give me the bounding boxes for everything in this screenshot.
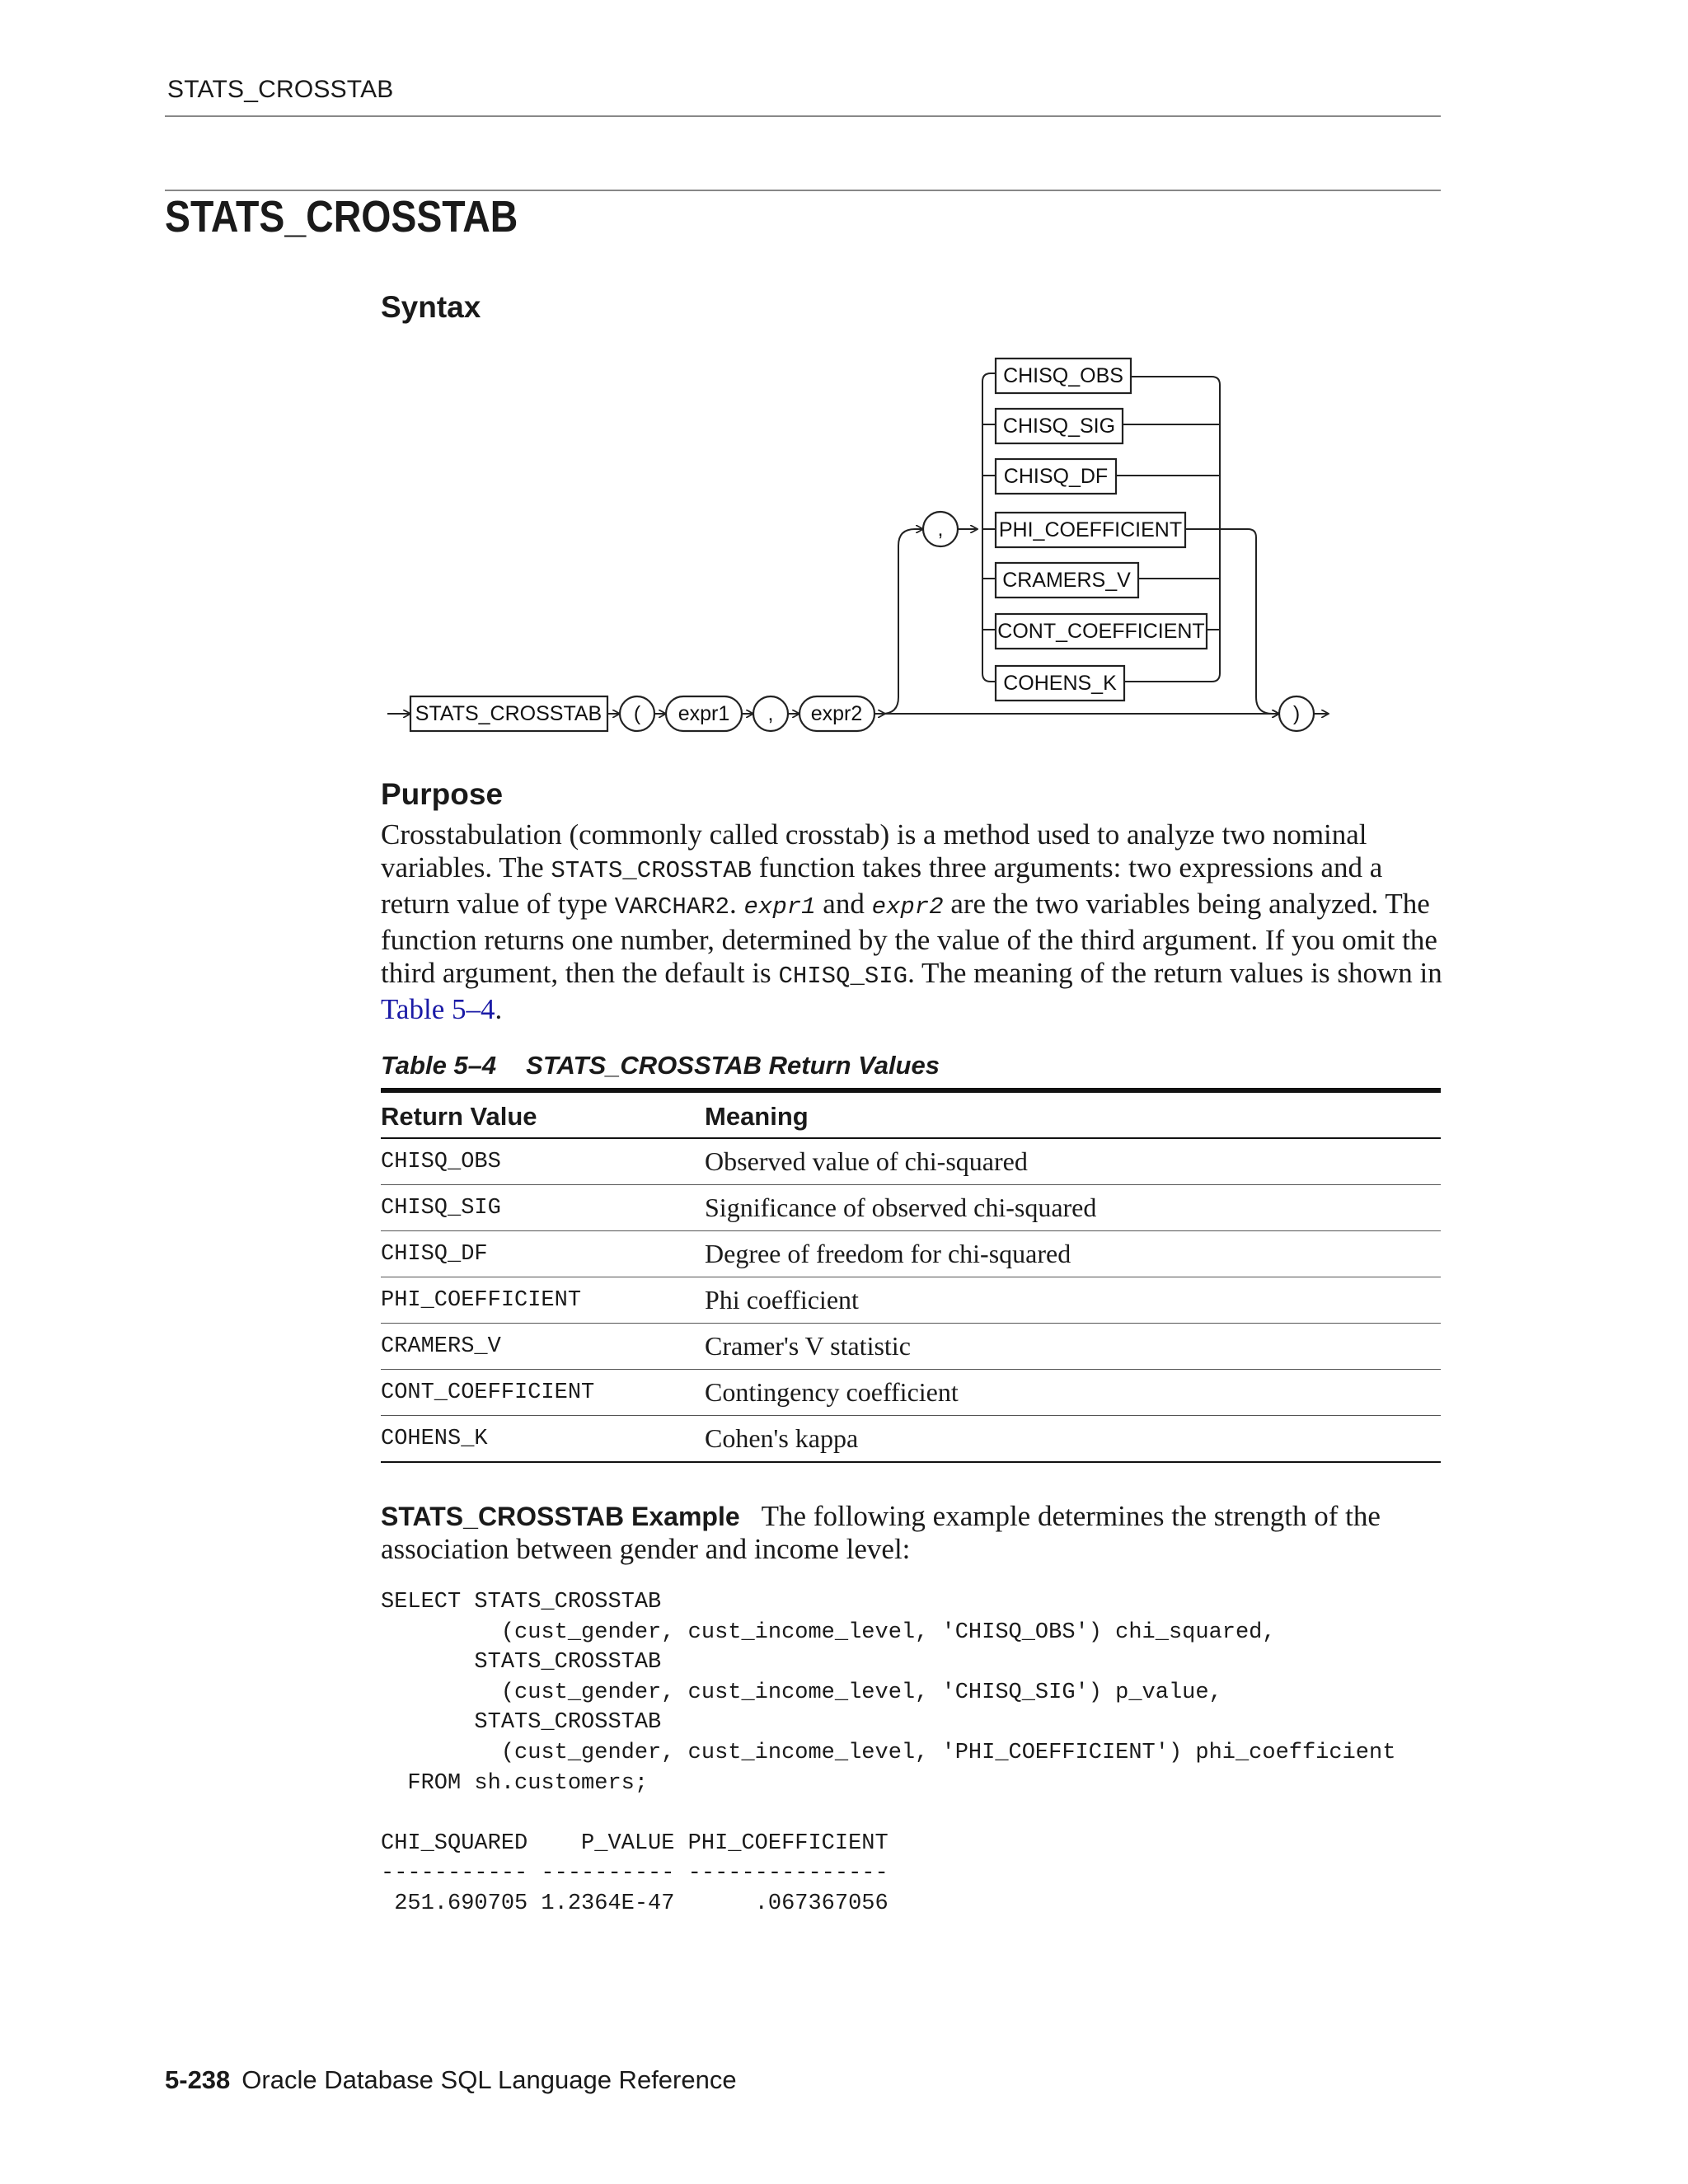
table-row bbox=[381, 1185, 1441, 1231]
running-header: STATS_CROSSTAB bbox=[167, 76, 394, 103]
diagram-option: CHISQ_DF bbox=[1003, 465, 1109, 488]
return-value-cell: CHISQ_DF bbox=[381, 1231, 705, 1277]
return-value-cell: CHISQ_OBS bbox=[381, 1138, 705, 1185]
diagram-option: CHISQ_SIG bbox=[1002, 415, 1116, 438]
example-heading: STATS_CROSSTAB Example bbox=[381, 1502, 740, 1531]
column-header: Meaning bbox=[705, 1102, 809, 1131]
inline-code: VARCHAR2 bbox=[614, 893, 730, 921]
meaning-cell: Contingency coefficient bbox=[705, 1370, 1441, 1416]
inline-code: CHISQ_SIG bbox=[778, 963, 908, 990]
purpose-text: are the two variables being analyzed. The function returns one number, determined by the value of the third argument. If you omit the third argument, then the default is bbox=[381, 888, 1437, 989]
diagram-arg-expr2: expr2 bbox=[810, 702, 863, 725]
diagram-comma-option: , bbox=[937, 518, 944, 541]
return-value-cell: PHI_COEFFICIENT bbox=[381, 1277, 705, 1324]
purpose-text: . The meaning of the return values is shown in bbox=[907, 957, 1442, 989]
diagram-option: CONT_COEFFICIENT bbox=[997, 620, 1205, 643]
return-value-cell: COHENS_K bbox=[381, 1416, 705, 1463]
diagram-option: COHENS_K bbox=[1003, 672, 1117, 695]
purpose-heading: Purpose bbox=[381, 777, 504, 811]
table-row bbox=[381, 1138, 1441, 1185]
page-number: 5-238 bbox=[165, 2065, 231, 2094]
return-value-cell: CONT_COEFFICIENT bbox=[381, 1370, 705, 1416]
page-footer bbox=[165, 2065, 737, 2095]
column-header: Return Value bbox=[381, 1102, 537, 1131]
diagram-open-paren: ( bbox=[633, 702, 641, 725]
diagram-comma: , bbox=[767, 702, 774, 725]
book-title: Oracle Database SQL Language Reference bbox=[241, 2065, 737, 2094]
code-example: SELECT STATS_CROSSTAB (cust_gender, cust_income_level, 'CHISQ_OBS') chi_squared, STATS_CROSSTAB (cust_gender, cust_income_level, 'CHISQ_SIG') p_value, STATS_CROSSTAB (cust_gender, cust_income_level, 'PHI_COEFFICIENT') phi_coefficient FROM sh.customers; CHI_SQUARED P_VALUE PHI_COEFFICIENT ----------- ---------- --------------- 251.690705 1.2364E-47 .067367056 bbox=[381, 1590, 1396, 1916]
purpose-text: . bbox=[729, 888, 744, 920]
meaning-cell: Degree of freedom for chi-squared bbox=[705, 1231, 1441, 1277]
meaning-cell: Observed value of chi-squared bbox=[705, 1138, 1441, 1185]
purpose-text: Crosstabulation (commonly called crosstab) is a method used to analyze two nominal variables. The bbox=[381, 818, 1367, 883]
table-caption-number: Table 5–4 bbox=[381, 1051, 497, 1080]
purpose-text: . bbox=[495, 993, 503, 1025]
table-row bbox=[381, 1370, 1441, 1416]
meaning-cell: Cramer's V statistic bbox=[705, 1324, 1441, 1370]
diagram-function-box: STATS_CROSSTAB bbox=[415, 702, 603, 725]
syntax-heading: Syntax bbox=[381, 290, 481, 324]
return-values-table bbox=[381, 1088, 1441, 1463]
table-row bbox=[381, 1324, 1441, 1370]
diagram-option: CRAMERS_V bbox=[1002, 569, 1131, 592]
table-link[interactable]: Table 5–4 bbox=[381, 993, 495, 1025]
table-row bbox=[381, 1416, 1441, 1463]
purpose-text: function takes three arguments: two expressions and a return value of type bbox=[381, 851, 1383, 920]
table-header-row bbox=[381, 1090, 1441, 1138]
meaning-cell: Significance of observed chi-squared bbox=[705, 1185, 1441, 1231]
purpose-paragraph bbox=[381, 818, 1452, 1026]
inline-code: STATS_CROSSTAB bbox=[551, 857, 753, 884]
table-caption-title: STATS_CROSSTAB Return Values bbox=[526, 1051, 940, 1080]
diagram-close-paren: ) bbox=[1292, 702, 1301, 725]
table-caption bbox=[381, 1051, 940, 1080]
table-row bbox=[381, 1277, 1441, 1324]
diagram-arg-expr1: expr1 bbox=[678, 702, 730, 725]
table-row bbox=[381, 1231, 1441, 1277]
meaning-cell: Cohen's kappa bbox=[705, 1416, 1441, 1463]
page-title: STATS_CROSSTAB bbox=[165, 192, 518, 241]
inline-code-italic: expr2 bbox=[871, 893, 944, 921]
example-text: The following example determines the strength of the association between gender and income level: bbox=[381, 1500, 1381, 1565]
syntax-diagram bbox=[0, 0, 1688, 775]
diagram-option: PHI_COEFFICIENT bbox=[998, 518, 1183, 541]
example-paragraph bbox=[381, 1500, 1452, 1566]
return-value-cell: CRAMERS_V bbox=[381, 1324, 705, 1370]
diagram-option: CHISQ_OBS bbox=[1003, 364, 1123, 387]
inline-code-italic: expr1 bbox=[743, 893, 816, 921]
purpose-text: and bbox=[815, 888, 872, 920]
meaning-cell: Phi coefficient bbox=[705, 1277, 1441, 1324]
return-value-cell: CHISQ_SIG bbox=[381, 1185, 705, 1231]
